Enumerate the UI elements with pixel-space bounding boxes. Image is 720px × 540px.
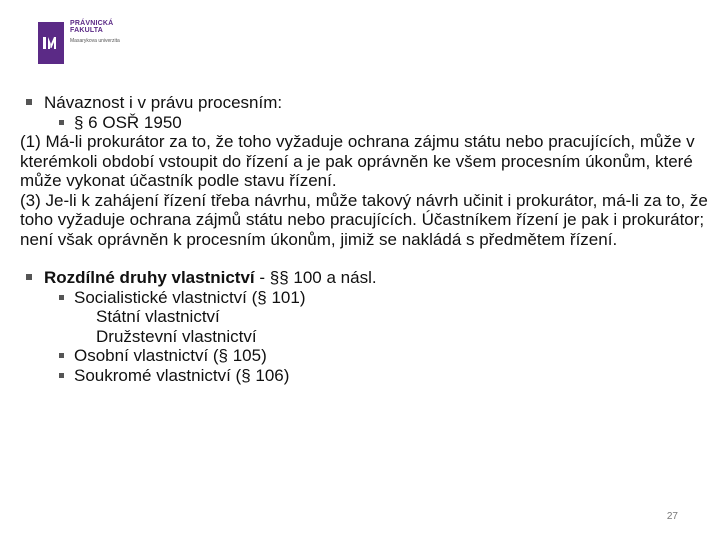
square-bullet-icon: [59, 353, 64, 358]
logo-university-name: Masarykova univerzita: [70, 37, 120, 44]
square-bullet-icon: [59, 373, 64, 378]
square-bullet-icon: [26, 274, 32, 280]
square-bullet-icon: [26, 99, 32, 105]
list-item: [20, 346, 710, 366]
section1-sub-row: [20, 113, 710, 133]
list-item: [20, 307, 710, 327]
list-item-label: Státní vlastnictví: [96, 307, 220, 326]
list-item: [20, 327, 710, 347]
section2-heading-rest: - §§ 100 a násl.: [254, 268, 377, 287]
page-number: 27: [666, 511, 678, 522]
section2-heading: [44, 268, 377, 288]
square-bullet-icon: [59, 120, 64, 125]
logo-text: [70, 20, 120, 44]
law-paragraph-3: (3) Je-li k zahájení řízení třeba návrhu, může takový návrh učinit i prokurátor, má-li za to, že toho vyžaduje ochrana zájmů státu nebo pracujících. Účastníkem řízení je pak i prokurátor; není však oprávněn k procesním úkonům, jimiž se nakládá s předmětem řízení.: [20, 190, 708, 249]
section1-heading-row: [20, 93, 710, 113]
logo-faculty-name: PRÁVNICKÁ: [70, 20, 114, 27]
list-item: [20, 366, 710, 386]
spacer: [20, 249, 710, 268]
university-logo-icon: [38, 22, 64, 64]
section2-heading-row: [20, 268, 710, 288]
list-item: [20, 288, 710, 308]
section2-heading-bold: Rozdílné druhy vlastnictví: [44, 268, 255, 287]
law-paragraph-1: (1) Má-li prokurátor za to, že toho vyžaduje ochrana zájmu státu nebo pracujících, může v kterémkoli období vstoupit do řízení a je pak oprávněn ke všem procesním úkonům, které může vykonat účastník podle stavu řízení.: [20, 132, 695, 190]
section1-heading: Návaznost i v právu procesním:: [44, 93, 283, 112]
list-item-label: Družstevní vlastnictví: [96, 326, 257, 346]
faculty-logo: [38, 20, 120, 64]
slide-content: [20, 93, 710, 385]
section1-sub: § 6 OSŘ 1950: [74, 112, 182, 132]
logo-faculty-word: FAKULTA: [70, 27, 104, 35]
list-item-label: Soukromé vlastnictví (§ 106): [74, 365, 290, 385]
list-item-label: Socialistické vlastnictví (§ 101): [74, 287, 306, 307]
list-item-label: Osobní vlastnictví (§ 105): [74, 346, 267, 365]
square-bullet-icon: [59, 295, 64, 300]
